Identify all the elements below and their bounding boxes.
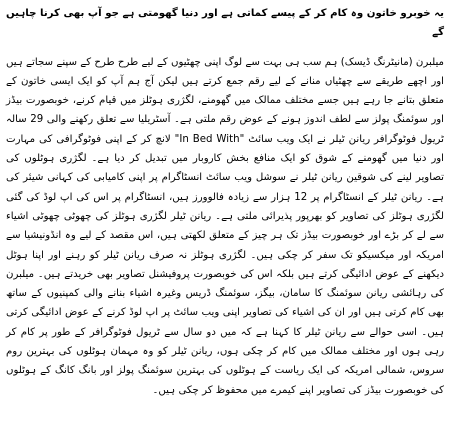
article-text: میلبرن (مانیٹرنگ ڈیسک) ہم سب ہی بہت سے لوگ اپنی چھٹیوں کے لیے طرح طرح کے سپنے سجاتے ہیں اور اچھے طریقے سے چھٹیاں منانے کے لیے رقم جمع کرتے ہیں لیکن آج ہم آپ کو ایک ایسی خاتون کے متعلق بتانے جا رہے ہیں جسے مختلف ممالک میں گھومنے، لگژری ہوٹلز میں قیام کرنے، خوبصورت بیڈز اور سوئمنگ پولز سے لطف اندوز ہونے کے عوض رقم ملتی ہے۔ آسٹریلیا سے تعلق رکھنے والی 29 سالہ ٹریول فوٹوگرافر ریانن ٹیلر نے ایک ویب سائٹ "In Bed With" لانچ کر کے اپنی فوٹوگرافی کی مہارت اور دنیا میں گھومنے کے شوق کو ایک منافع بخش کاروبار میں تبدیل کر دیا ہے۔ لگژری ہوٹلوں کی تصاویر لینے کی شوقین ریانن ٹیلر نے سوشل ویب سائٹ انسٹاگرام پر اپنی کامیابی کی کہانی شیئر کی ہے۔ ریانن ٹیلر کے انسٹاگرام پر 12 ہزار سے زیادہ فالوورز ہیں، انسٹاگرام پر اس کی اپ لوڈ کی گئی لگژری ہوٹلز کی تصاویر کو بھرپور پذیرائی ملتی ہے۔ ریانن ٹیلر لگژری ہوٹلز کی چھوٹی چھوٹی اشیاء سے لے کر بڑے اور خوبصورت بیڈز تک ہر چیز کے متعلق لکھتی ہیں، اس مقصد کے لیے وہ انڈونیشیا سے امریکہ اور میکسیکو تک سفر کر چکی ہیں۔ لگژری ہوٹلز نہ صرف ریانن ٹیلر کو رہنے اور اپنا ہوٹل دیکھنے کے عوض ادائیگی کرتے ہیں بلکہ اس کی خوبصورت پروفیشنل تصاویر بھی خریدتے ہیں۔ میلبرن کی رہائشی ریانن سوئمنگ کا سامان، بیگز، سوئمنگ ڈریس وغیرہ اشیاء بنانے والی کمپنیوں کے ساتھ بھی کام کرتی ہیں اور ان کی اشیاء کی تصاویر اپنی ویب سائٹ پر اپ لوڈ کرنے کے عوض ادائیگی کرتی ہیں۔ اسی حوالے سے ریانن ٹیلر کا کہنا ہے کہ میں دو سال سے ٹریول فوٹوگرافر کے طور پر کام کر رہی ہوں اور مختلف ممالک میں کام کر چکی ہوں، ریانن ٹیلر کو وہ مہمان ہوٹلوں کی بہترین روم سروس، شمالی امریکہ کی ایک ریاست کے ہوٹلوں کی بہترین سوئمنگ پولز اور بانگ کانگ کے ہوٹلوں کی خوبصورت بیڈز کی تصاویر اپنے کیمرے میں محفوظ کر چکی ہیں۔ (6, 56, 444, 396)
article-body (6, 4, 444, 400)
article-intro: یہ خوبرو خاتون وہ کام کر کے پیسے کماتی ہے اور دنیا گھومتی ہے جو آپ بھی کرنا چاہیں گے (6, 8, 444, 39)
